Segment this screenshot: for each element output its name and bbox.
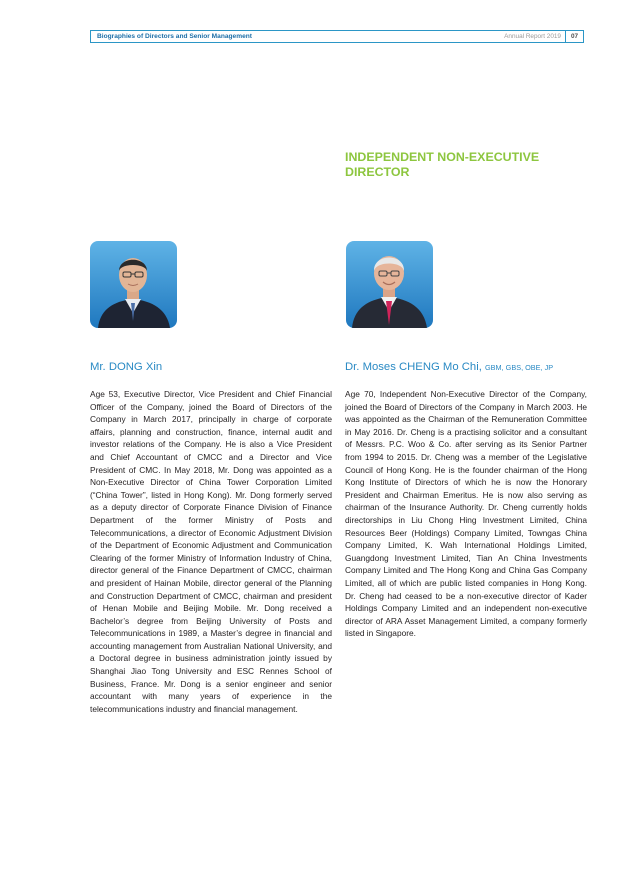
director-photo-cheng [346,241,433,328]
director-name-text: Mr. DONG Xin [90,361,163,373]
page-number: 07 [565,31,583,42]
director-name [345,361,553,373]
director-biography: Age 70, Independent Non-Executive Director of the Company, joined the Board of Directors of the Company in March 2003. He was appointed as the Chairman of the Remuneration Committee in May 2016. Dr. Cheng is a practising solicitor and a consultant of Messrs. P.C. Woo & Co. after serving as its Senior Partner from 1994 to 2015. Dr. Cheng was a member of the Legislative Council of Hong Kong. He is the founder chairman of the Hong Kong Institute of Directors of which he is now the Honorary President and Chairman Emeritus. He is now also serving as chairman of the Insurance Authority. Dr. Cheng currently holds directorships in Liu Chong Hing Investment Limited, China Resources Beer (Holdings) Company Limited, Towngas China Company Limited, K. Wah International Holdings Limited, Guangdong Investment Limited, Tian An China Investments Company Limited and The Hong Kong and China Gas Company Limited, all of which are public listed companies in Hong Kong. Dr. Cheng had ceased to be a non-executive director of Kader Holdings Company Limited and an independent non-executive director of ARA Asset Management Limited, a company formerly listed in Singapore. [345,389,587,639]
director-honors: GBM, GBS, OBE, JP [484,363,554,372]
section-title: Biographies of Directors and Senior Management [97,33,252,40]
director-biography: Age 53, Executive Director, Vice President and Chief Financial Officer of the Company, joined the Board of Directors of the Company in March 2017, principally in charge of corporate affairs, planning and construction, finance, internal audit and investor relations of the Company. He is also a Vice President and Chief Accountant of CMCC and a Director and Vice President of CMC. In May 2018, Mr. Dong was appointed as a Non-Executive Director of China Tower Corporation Limited (“China Tower”, listed in Hong Kong). Mr. Dong formerly served as a deputy director of Corporate Finance Division of Finance Department of the former Ministry of Posts and Telecommunications, a director of Economic Adjustment Division of the Department of Economic Adjustment and Communication Clearing of the former Ministry of Information Industry of China, director general of the Finance Department of CMCC, chairman and president of Hainan Mobile, director general of the Planning and Construction Department of CMCC, chairman and president of Henan Mobile and Beijing Mobile. Mr. Dong received a Bachelor’s degree from Beijing University of Posts and Telecommunications in 1989, a Master’s degree in financial and accounting management from Australian National University, and a Doctoral degree in business administration jointly issued by Shanghai Jiao Tong University and ESC Rennes School of Business, France. Mr. Dong is a senior engineer and senior accountant with many years of experience in the telecommunications industry and financial management. [90,389,332,714]
section-heading: INDEPENDENT NON-EXECUTIVE DIRECTOR [345,150,540,179]
director-name-text: Dr. Moses CHENG Mo Chi, [345,361,482,373]
page-header [90,30,584,43]
report-name: Annual Report 2019 [504,33,561,40]
director-photo-dong [90,241,177,328]
director-name [90,361,162,373]
